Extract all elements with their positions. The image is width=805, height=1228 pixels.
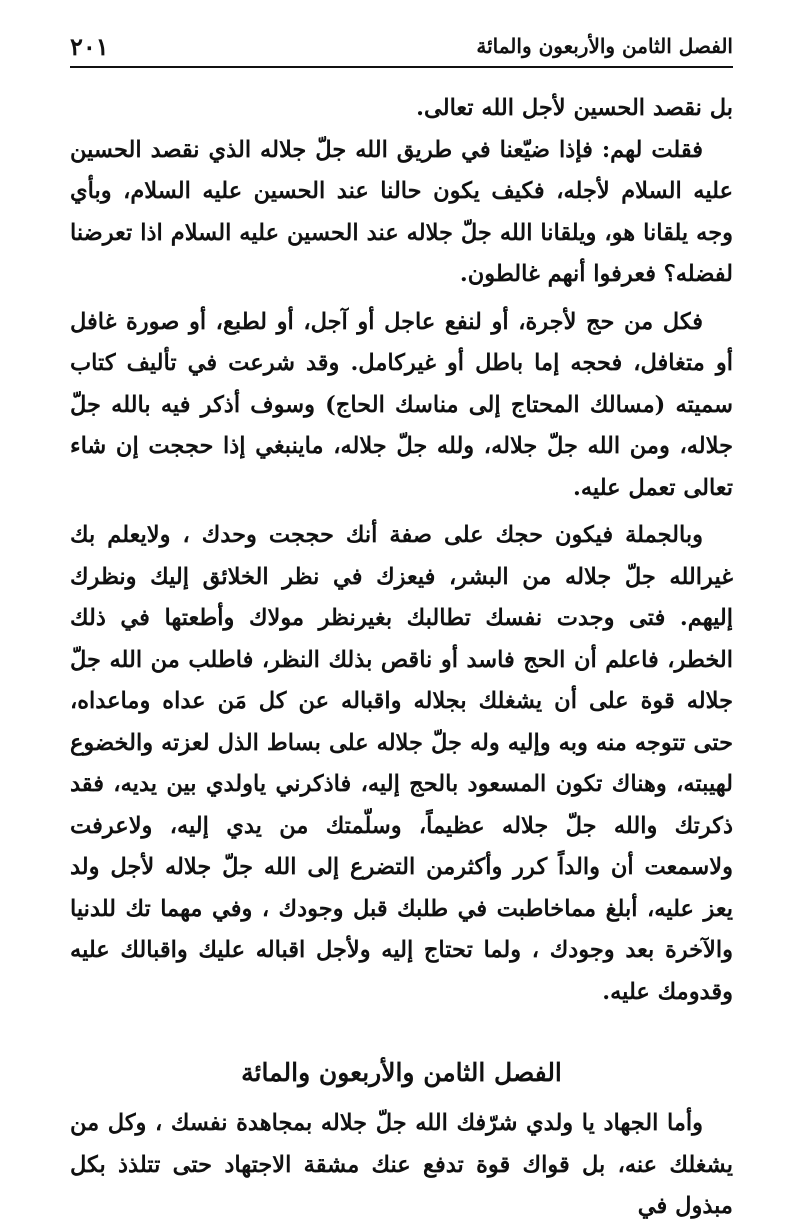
- paragraph-3: فكل من حج لأجرة، أو لنفع عاجل أو آجل، أو لطبع، أو صورة غافل أو متغافل، فحجه إما باطل أو غيركامل. وقد شرعت في تأليف كتاب سميته (مسالك المحتاج إلى مناسك الحاج) وسوف أذكر فيه بالله جلّ جلاله، ومن الله جلّ جلاله، ولله جلّ جلاله، ماينبغي إذا حججت إن شاء تعالى تعمل عليه.: [70, 308, 733, 501]
- main-text: [70, 88, 733, 1228]
- book-page: [70, 0, 733, 1219]
- running-header: [70, 30, 733, 68]
- page-number: ٢٠١: [70, 32, 109, 61]
- chapter-heading: الفصل الثامن والأربعون والمائة: [241, 1058, 562, 1087]
- running-title: الفصل الثامن والأربعون والمائة: [476, 34, 733, 58]
- paragraph-1: بل نقصد الحسين لأجل الله تعالى.: [416, 95, 733, 121]
- chapter-opening-paragraph: وأما الجهاد يا ولدي شرّفك الله جلّ جلاله بمجاهدة نفسك ، وكل من يشغلك عنه، بل قواك قوة تدفع عنك مشقة الاجتهاد حتى تتلذذ بكل مبذول في: [70, 1110, 733, 1219]
- paragraph-2: فقلت لهم: فإذا ضيّعنا في طريق الله جلّ جلاله الذي نقصد الحسين عليه السلام لأجله، فكيف يكون حالنا عند الحسين عليه السلام، وبأي وجه يلقانا هو، ويلقانا الله جلّ جلاله عند الحسين عليه السلام اذا تعرضنا لفضله؟ فعرفوا أنهم غالطون.: [70, 136, 733, 287]
- paragraph-4: وبالجملة فيكون حجك على صفة أنك حججت وحدك ، ولايعلم بك غيرالله جلّ جلاله من البشر، فيعزك في نظر الخلائق إليك ونظرك إليهم. فتى وجدت نفسك تطالبك بغيرنظر مولاك وأطعتها في ذلك الخطر، فاعلم أن الحج فاسد أو ناقص بذلك النظر، فاطلب من الله جلّ جلاله قوة على أن يشغلك بجلاله واقباله عن كل مَن عداه وماعداه، حتى تتوجه منه وبه وإليه وله جلّ جلاله على بساط الذل لعزته والخضوع لهيبته، وهناك تكون المسعود بالحج إليه، فاذكرني ياولدي بين يديه، فقد ذكرتك والله جلّ جلاله عظيماً، وسلّمتك من يدي إليه، ولاعرفت ولاسمعت أن والداً كرر وأكثرمن التضرع إلى الله جلّ جلاله لأجل ولد يعز عليه، أبلغ مماخاطبت في طلبك قبل وجودك ، وفي مهما تك للدنيا والآخرة بعد وجودك ، ولما تحتاج إليه ولأجل اقباله عليك واقبالك عليه وقدومك عليه.: [70, 522, 733, 1005]
